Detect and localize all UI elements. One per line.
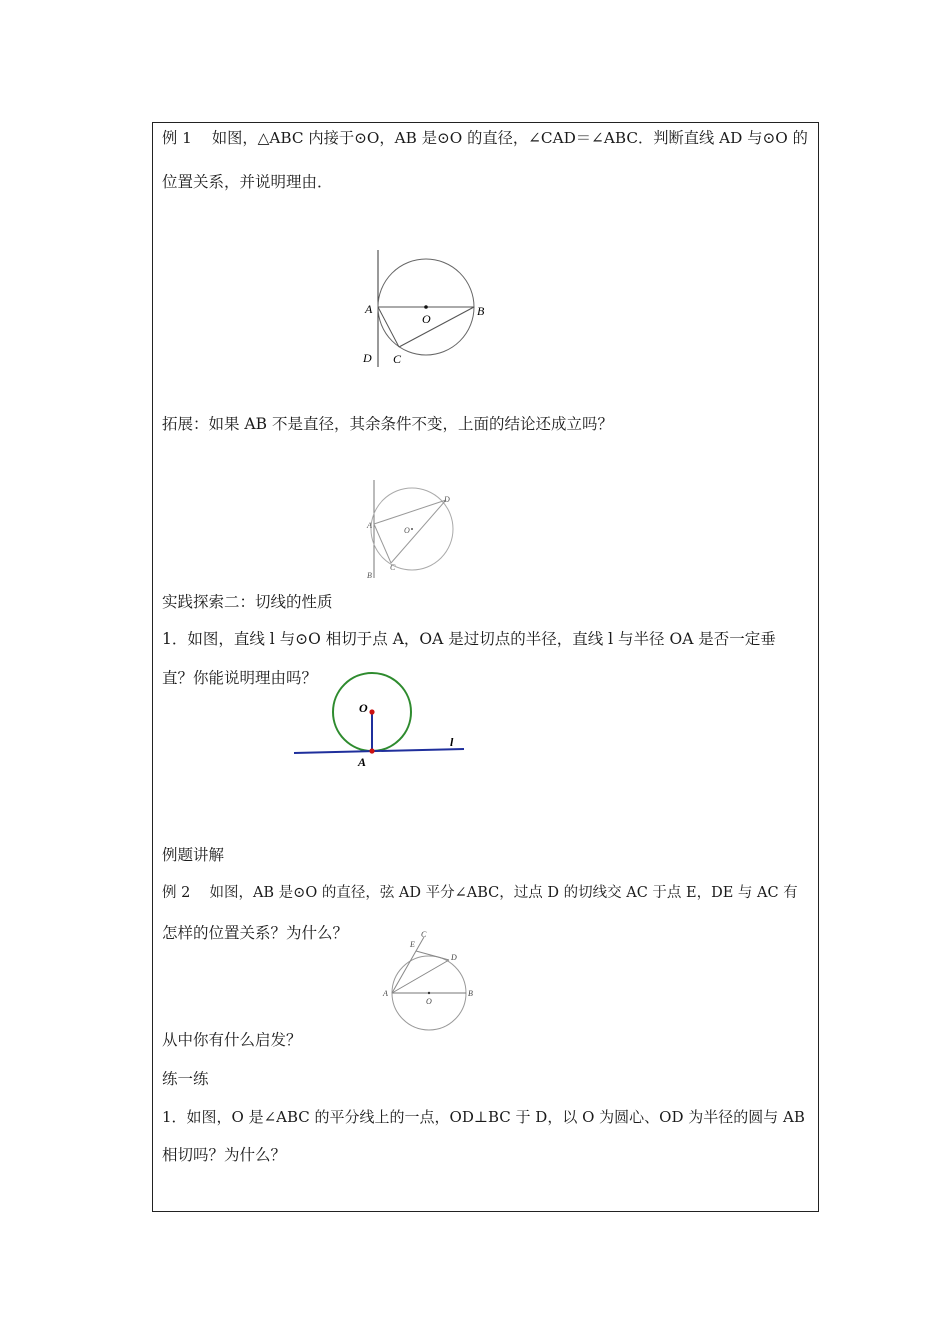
label-d: D <box>451 953 457 962</box>
label-o: O <box>426 997 432 1006</box>
practice2-q1-line2: 直？你能说明理由吗？ <box>162 669 318 687</box>
tangent-figure <box>292 670 472 775</box>
practice2-heading: 实践探索二：切线的性质 <box>162 593 333 611</box>
label-a: A <box>358 755 367 769</box>
label-e: E <box>410 940 415 949</box>
example2-line2: 怎样的位置关系？为什么？ <box>162 924 349 942</box>
label-b: B <box>477 304 485 318</box>
example1-line1: 例 1 如图，△ABC 内接于⊙O，AB 是⊙O 的直径，∠CAD＝∠ABC．判断直线 AD 与⊙O 的 <box>162 129 808 147</box>
label-o: O <box>422 312 431 326</box>
label-o: O <box>404 526 410 535</box>
reflection-text: 从中你有什么启发？ <box>162 1031 302 1049</box>
label-c: C <box>393 352 402 366</box>
example1-figure <box>360 245 500 375</box>
label-a: A <box>365 302 373 316</box>
label-l: l <box>450 735 454 749</box>
example2-figure <box>380 926 490 1036</box>
label-a: A <box>383 989 388 998</box>
exercise-heading: 练一练 <box>162 1070 209 1088</box>
example2-line1: 例 2 如图，AB 是⊙O 的直径，弦 AD 平分∠ABC，过点 D 的切线交 AC 于点 E，DE 与 AC 有 <box>162 885 798 901</box>
exercise-q1-line2: 相切吗？为什么？ <box>162 1146 287 1164</box>
label-c: C <box>421 930 427 939</box>
label-d: D <box>444 495 450 504</box>
label-d: D <box>363 351 372 365</box>
practice2-q1-line1: 1．如图，直线 l 与⊙O 相切于点 A，OA 是过切点的半径，直线 l 与半径 OA 是否一定垂 <box>162 630 776 648</box>
label-o: O <box>359 701 368 715</box>
label-b: B <box>367 571 372 580</box>
examples-heading: 例题讲解 <box>162 846 225 864</box>
label-c: C <box>390 563 396 572</box>
exercise-q1-line1: 1．如图，O 是∠ABC 的平分线上的一点，OD⊥BC 于 D，以 O 为圆心、OD 为半径的圆与 AB <box>162 1108 805 1126</box>
extension-text: 拓展：如果 AB 不是直径，其余条件不变，上面的结论还成立吗？ <box>162 415 613 433</box>
example1-line2: 位置关系，并说明理由． <box>162 173 333 191</box>
label-b: B <box>468 989 473 998</box>
extension-figure <box>362 478 462 583</box>
label-a: A <box>367 521 372 530</box>
